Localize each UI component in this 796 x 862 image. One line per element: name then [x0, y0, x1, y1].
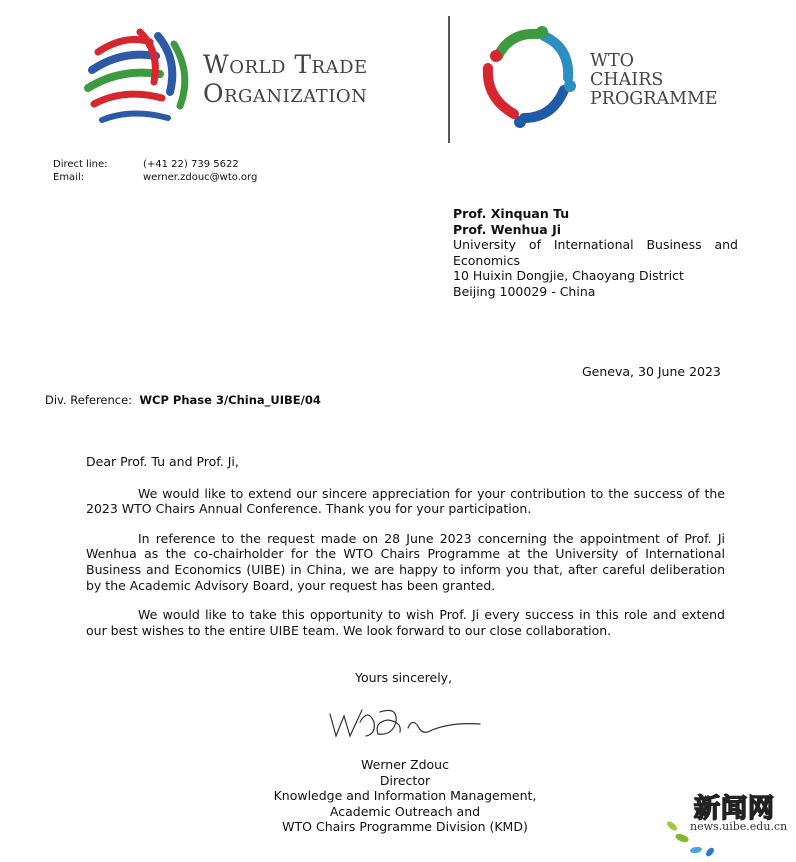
- wto-chairs-logo-icon: [478, 26, 580, 130]
- address-line-3: Beijing 100029 - China: [453, 283, 596, 299]
- contact-info: [53, 159, 257, 184]
- signatory-division-3: WTO Chairs Programme Division (KMD): [282, 819, 528, 835]
- letter-date: Geneva, 30 June 2023: [582, 364, 721, 379]
- direct-line-label: Direct line:: [53, 159, 108, 170]
- address-line-1b: Economics: [453, 252, 521, 268]
- watermark-chinese-text: 新闻网: [694, 794, 776, 824]
- div-reference: [45, 393, 321, 407]
- watermark-url: news.uibe.edu.cn: [690, 820, 788, 833]
- paragraph-2: In reference to the request made on 28 June 2023 concerning the appointment of Prof. Ji Wenhua as the co-chairholder for the WTO Chairs Programme at the University of International Business and Economics (UIBE) in China, we are happy to inform you that, after careful deliberation by the Academic Advisory Board, your request has been granted.: [86, 530, 725, 593]
- email-row: [53, 172, 257, 185]
- letter-body: [86, 454, 725, 638]
- signatory-division-2: Academic Outreach and: [329, 803, 481, 819]
- wto-chairs-name-text: WTO CHAIRS PROGRAMME: [590, 51, 718, 109]
- paragraph-1: We would like to extend our sincere appreciation for your contribution to the success of the 2023 WTO Chairs Annual Conference. Thank you for your participation.: [86, 485, 725, 517]
- wto-logo-icon: [80, 22, 192, 134]
- signature-block: [240, 757, 570, 835]
- addressee-name-1: Prof. Xinquan Tu: [453, 206, 570, 221]
- signatory-name: Werner Zdouc: [361, 757, 449, 772]
- addressee-block: [453, 206, 738, 299]
- addressee-name-2: Prof. Wenhua Ji: [453, 221, 562, 237]
- div-reference-label: Div. Reference:: [45, 393, 133, 407]
- direct-line-row: [53, 159, 257, 172]
- direct-line-value: (+41 22) 739 5622: [143, 159, 239, 170]
- div-reference-value: WCP Phase 3/China_UIBE/04: [139, 393, 321, 407]
- header-divider: [448, 16, 450, 143]
- wto-name-text: World Trade Organization: [203, 50, 368, 108]
- salutation: Dear Prof. Tu and Prof. Ji,: [86, 454, 239, 469]
- address-line-2: 10 Huixin Dongjie, Chaoyang District: [453, 268, 684, 283]
- closing: Yours sincerely,: [355, 670, 453, 685]
- email-label: Email:: [53, 171, 85, 183]
- address-line-1a: University of International Business and: [453, 237, 738, 252]
- email-value: werner.zdouc@wto.org: [143, 171, 258, 183]
- signatory-division-1: Knowledge and Information Management,: [273, 788, 537, 804]
- handwritten-signature-icon: [322, 700, 487, 745]
- paragraph-3: We would like to take this opportunity to wish Prof. Ji every success in this role and extend our best wishes to the entire UIBE team. We look forward to our close collaboration.: [86, 607, 725, 638]
- signatory-title: Director: [379, 772, 431, 788]
